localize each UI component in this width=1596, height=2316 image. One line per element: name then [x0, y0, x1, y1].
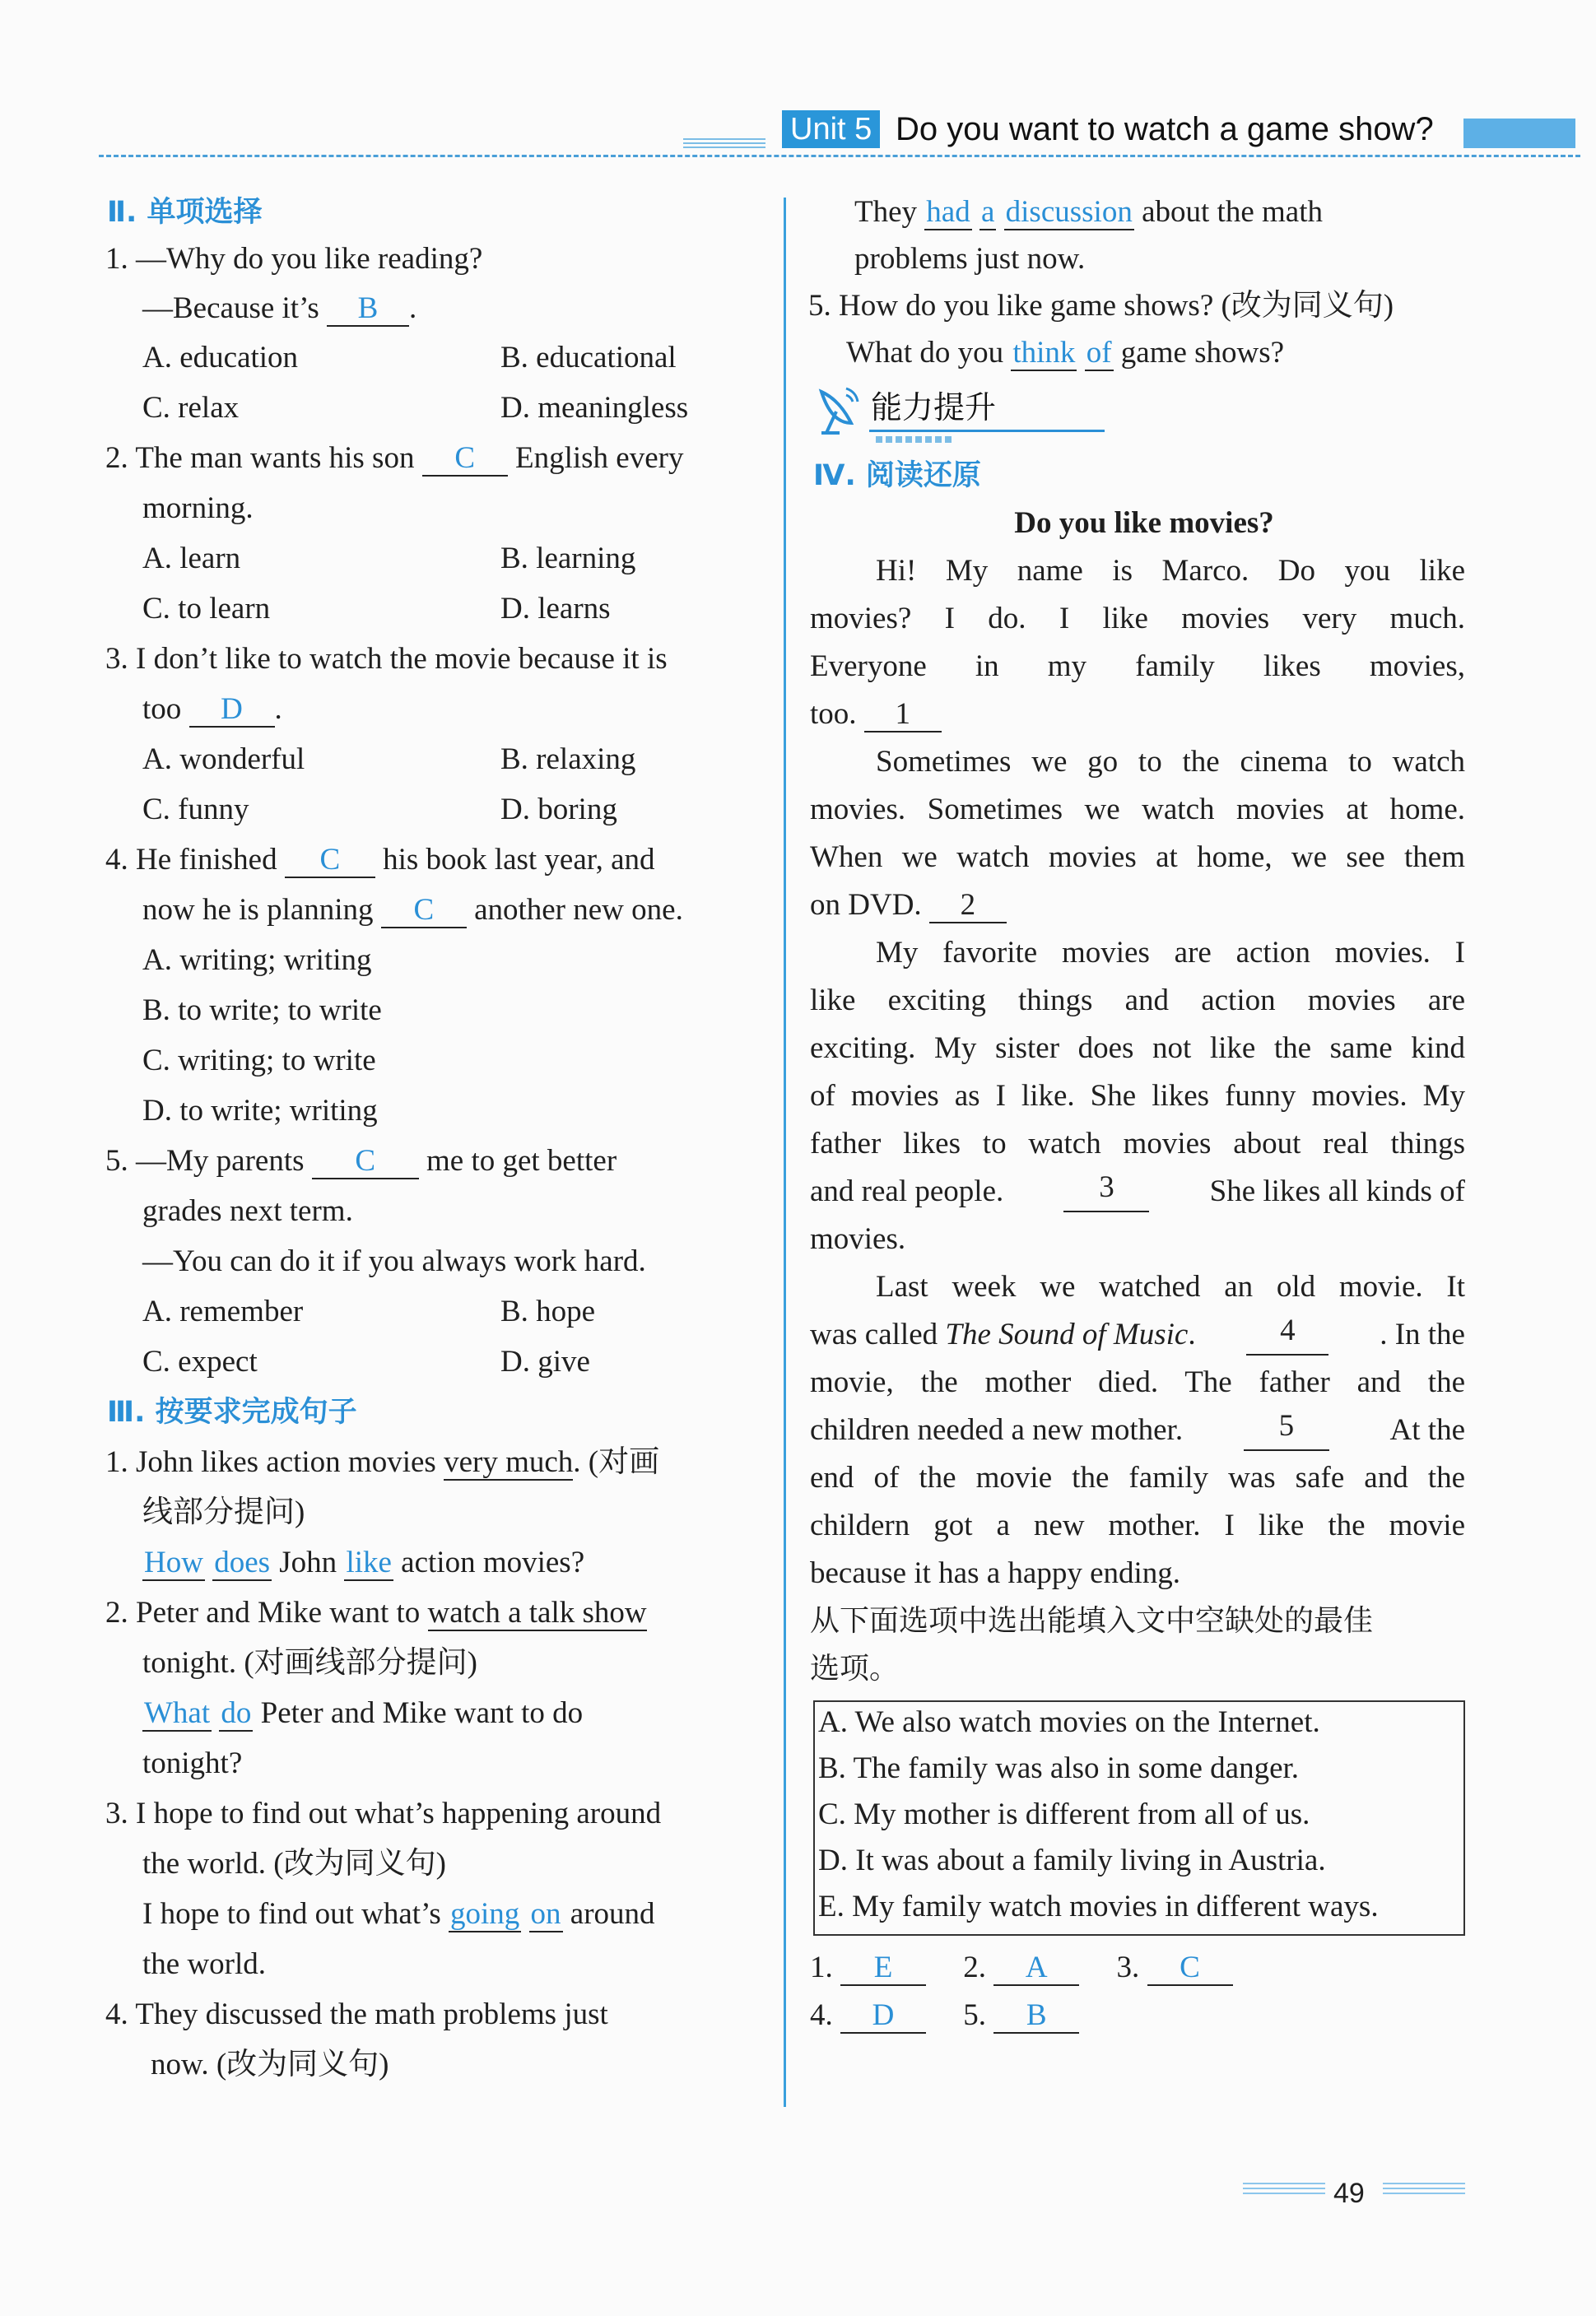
p1-line1: Hi! My name is Marco. Do you like [876, 554, 1465, 588]
answer-3[interactable]: C [1147, 1951, 1233, 1986]
s4-line2: now. (改为同义句) [151, 2048, 389, 2081]
q1-option-b: B. educational [500, 341, 677, 374]
s5-answer-2[interactable]: of [1086, 336, 1112, 370]
q4-stem: 4. He finished C his book last year, and [105, 843, 655, 877]
section-3-title: Ⅲ. 按要求完成句子 [107, 1396, 357, 1429]
blank-2[interactable]: 2 [929, 889, 1007, 923]
answer-row-1: 1. E 2. A 3. C [810, 1947, 1233, 1988]
q2-option-a: A. learn [142, 542, 241, 575]
p4-line4: children needed a new mother. 5 At the [810, 1410, 1465, 1451]
p1-line2: movies? I do. I like movies very much. [810, 602, 1465, 635]
answer-2[interactable]: A [993, 1951, 1079, 1986]
q4-option-c: C. writing; to write [142, 1044, 376, 1077]
q1-answer[interactable]: B [327, 292, 409, 327]
p2-line1: Sometimes we go to the cinema to watch [876, 745, 1465, 779]
q5-option-d: D. give [500, 1345, 590, 1379]
p4-line5: end of the movie the family was safe and the [810, 1461, 1465, 1495]
option-b: B. The family was also in some danger. [818, 1751, 1300, 1785]
s4-answer-2[interactable]: a [980, 195, 995, 229]
q5-option-a: A. remember [142, 1295, 304, 1328]
q4-line2: now he is planning C another new one. [142, 893, 683, 927]
blank-5[interactable]: 5 [1244, 1410, 1329, 1451]
p1-line4: too. 1 [810, 694, 942, 735]
p4-line6: childern got a new mother. I like the movie [810, 1509, 1465, 1542]
passage-title: Do you like movies? [1014, 506, 1274, 540]
q2-option-c: C. to learn [142, 592, 271, 626]
p1-line3: Everyone in my family likes movies, [810, 649, 1465, 683]
section-4-title: Ⅳ. 阅读还原 [813, 459, 981, 492]
movie-title: The Sound of Music [945, 1318, 1189, 1351]
option-e: E. My family watch movies in different ways. [818, 1890, 1379, 1923]
q2-stem: 2. The man wants his son C English every [105, 441, 684, 475]
s1-underlined: very much [444, 1445, 574, 1479]
q3-option-c: C. funny [142, 793, 249, 826]
option-d: D. It was about a family living in Austria. [818, 1844, 1326, 1877]
ability-title: 能力提升 [871, 389, 997, 426]
unit-title: Do you want to watch a game show? [896, 111, 1434, 147]
s1-answer-1[interactable]: How [144, 1546, 203, 1579]
q2-line2: morning. [142, 491, 254, 525]
s4-stem: 4. They discussed the math problems just [105, 1997, 608, 2031]
q4-option-d: D. to write; writing [142, 1094, 378, 1128]
p4-line7: because it has a happy ending. [810, 1556, 1181, 1590]
q5-answer[interactable]: C [312, 1145, 419, 1179]
q2-option-b: B. learning [500, 542, 636, 575]
s4-answer-3[interactable]: discussion [1005, 195, 1133, 229]
s4-answer-line: They had a discussion about the math [854, 195, 1323, 229]
page-decor-right [1383, 2183, 1465, 2196]
q3-answer[interactable]: D [189, 693, 275, 728]
q5-option-c: C. expect [142, 1345, 258, 1379]
q1-stem: 1. —Why do you like reading? [105, 242, 483, 276]
q5-reply: —You can do it if you always work hard. [142, 1244, 646, 1278]
ability-underline [869, 430, 1105, 432]
blank-1[interactable]: 1 [864, 698, 942, 732]
column-divider [784, 198, 786, 2107]
s5-answer-1[interactable]: think [1012, 336, 1076, 370]
satellite-dish-icon [815, 384, 864, 438]
p2-line2: movies. Sometimes we watch movies at home. [810, 793, 1465, 826]
q4-option-b: B. to write; to write [142, 993, 382, 1027]
s2-answer-1[interactable]: What [144, 1696, 211, 1730]
q3-option-a: A. wonderful [142, 742, 305, 776]
q3-option-d: D. boring [500, 793, 617, 826]
p3-line5: father likes to watch movies about real things [810, 1127, 1465, 1160]
answer-4[interactable]: D [840, 1999, 926, 2034]
s2-line2: tonight. (对画线部分提问) [142, 1646, 477, 1680]
p2-line4: on DVD. 2 [810, 885, 1007, 926]
answer-5[interactable]: B [993, 1999, 1079, 2034]
p3-line3: exciting. My sister does not like the same kind [810, 1031, 1465, 1065]
p2-line3: When we watch movies at home, we see them [810, 840, 1465, 874]
s3-line2: the world. (改为同义句) [142, 1847, 446, 1881]
p3-line2: like exciting things and action movies are [810, 984, 1465, 1017]
p3-line1: My favorite movies are action movies. I [876, 936, 1465, 970]
q3-stem: 3. I don’t like to watch the movie because it is [105, 642, 668, 676]
ability-decor-dots [876, 436, 952, 443]
instruction-line1: 从下面选项中选出能填入文中空缺处的最佳 [810, 1604, 1374, 1638]
q3-option-b: B. relaxing [500, 742, 636, 776]
q1-option-a: A. education [142, 341, 299, 374]
s3-answer-1[interactable]: going [450, 1897, 520, 1931]
option-a: A. We also watch movies on the Internet. [818, 1705, 1320, 1739]
s2-answer-2[interactable]: do [221, 1696, 252, 1730]
blank-3[interactable]: 3 [1063, 1171, 1149, 1212]
s2-underlined: watch a talk show [427, 1596, 647, 1630]
s1-line2: 线部分提问) [142, 1495, 305, 1529]
p4-line3: movie, the mother died. The father and the [810, 1365, 1465, 1399]
s3-line4: the world. [142, 1947, 267, 1981]
header-divider [99, 155, 1580, 157]
option-c: C. My mother is different from all of us. [818, 1797, 1310, 1831]
header-decor-bar [1463, 119, 1575, 148]
s3-stem: 3. I hope to find out what’s happening around [105, 1797, 662, 1830]
s5-stem: 5. How do you like game shows? (改为同义句) [808, 289, 1394, 323]
q2-option-d: D. learns [500, 592, 611, 626]
p4-line2: was called The Sound of Music. 4 . In the [810, 1314, 1465, 1356]
q5-option-b: B. hope [500, 1295, 596, 1328]
q1-line2: —Because it’s B . [142, 291, 417, 325]
page-decor-left [1243, 2183, 1325, 2196]
page-number: 49 [1333, 2178, 1365, 2209]
p3-line4: of movies as I like. She likes funny movies. My [810, 1079, 1465, 1113]
unit-badge: Unit 5 [782, 110, 880, 148]
instruction-line2: 选项。 [810, 1652, 900, 1686]
p4-line1: Last week we watched an old movie. It [876, 1270, 1465, 1304]
answer-1[interactable]: E [840, 1951, 926, 1986]
s3-answer-2[interactable]: on [530, 1897, 561, 1931]
q4-answer-2[interactable]: C [381, 894, 467, 928]
s1-answer-line: How does John like action movies? [144, 1546, 585, 1579]
q5-stem: 5. —My parents C me to get better [105, 1144, 617, 1178]
q1-option-d: D. meaningless [500, 391, 689, 425]
q3-line2: too D . [142, 692, 282, 726]
s5-answer-line: What do you think of game shows? [846, 336, 1285, 370]
s2-stem: 2. Peter and Mike want to watch a talk show [105, 1596, 647, 1630]
q2-answer[interactable]: C [422, 442, 508, 477]
header-decor-lines [683, 138, 765, 150]
s2-line4: tonight? [142, 1746, 243, 1780]
q4-answer-1[interactable]: C [285, 844, 375, 878]
q4-option-a: A. writing; writing [142, 943, 372, 977]
s1-stem: 1. John likes action movies very much. (对画 [105, 1445, 660, 1479]
section-2-title: Ⅱ. 单项选择 [107, 196, 263, 229]
s4-answer-1[interactable]: had [926, 195, 970, 229]
p3-line6: and real people. 3 She likes all kinds of [810, 1171, 1465, 1212]
p3-line7: movies. [810, 1222, 906, 1256]
blank-4[interactable]: 4 [1246, 1314, 1328, 1356]
s3-answer-line: I hope to find out what’s going on around [142, 1897, 655, 1931]
s2-answer-line: What do Peter and Mike want to do [144, 1696, 584, 1730]
s1-answer-3[interactable]: like [346, 1546, 392, 1579]
s1-answer-2[interactable]: does [214, 1546, 271, 1579]
q5-line2: grades next term. [142, 1194, 353, 1228]
answer-row-2: 4. D 5. B [810, 1995, 1079, 2036]
s4-answer-line2: problems just now. [854, 242, 1086, 276]
q1-option-c: C. relax [142, 391, 240, 425]
